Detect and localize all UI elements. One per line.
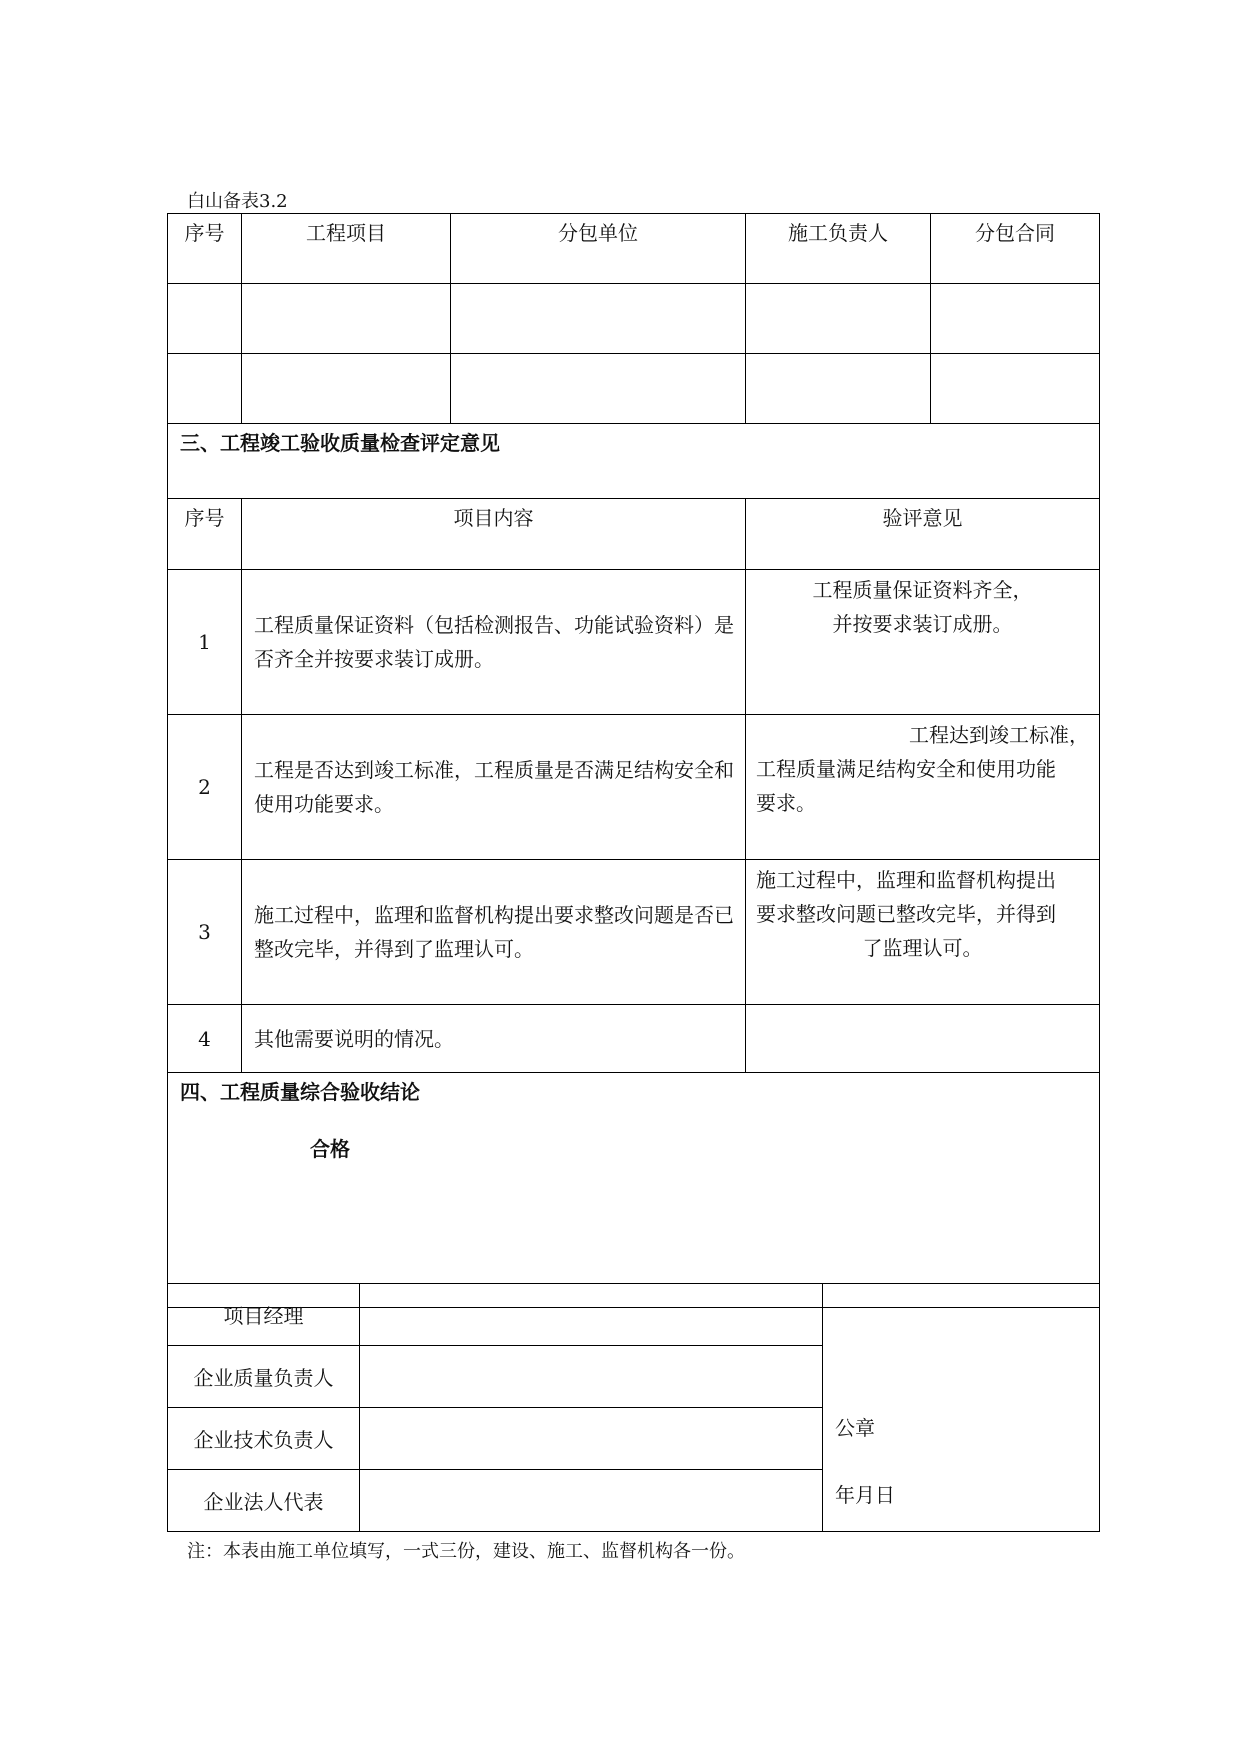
role-label: 企业质量负责人	[168, 1346, 360, 1408]
item-opinion[interactable]	[746, 860, 1100, 1005]
conclusion-value[interactable]: 合格	[310, 1137, 350, 1161]
footnote: 注：本表由施工单位填写，一式三份，建设、施工、监督机构各一份。	[187, 1541, 745, 1562]
cell-seq[interactable]	[168, 284, 242, 354]
subcontract-table	[167, 213, 1100, 424]
stamp-label: 公章	[835, 1416, 875, 1440]
signature-table	[167, 1283, 1100, 1532]
item-content: 工程质量保证资料（包括检测报告、功能试验资料）是否齐全并按要求装订成册。	[242, 570, 746, 715]
table-row	[168, 860, 1100, 1005]
signature-field[interactable]	[360, 1470, 823, 1532]
role-label: 项目经理	[168, 1284, 360, 1346]
cell-seq[interactable]	[168, 354, 242, 424]
signature-field[interactable]	[360, 1284, 823, 1346]
item-opinion[interactable]	[746, 1005, 1100, 1073]
header-project: 工程项目	[242, 214, 451, 284]
opinion-line: 要求。	[756, 791, 816, 815]
table-row	[168, 354, 1100, 424]
role-label: 企业法人代表	[168, 1470, 360, 1532]
signature-field[interactable]	[360, 1346, 823, 1408]
item-content: 施工过程中，监理和监督机构提出要求整改问题是否已整改完毕，并得到了监理认可。	[242, 860, 746, 1005]
item-number: 1	[168, 570, 242, 715]
opinion-line: 并按要求装订成册。	[832, 612, 1013, 636]
opinion-line: 工程质量保证资料齐全，	[812, 578, 1033, 602]
cell-site-manager[interactable]	[746, 354, 931, 424]
header-item-content: 项目内容	[242, 499, 746, 570]
table-row	[168, 715, 1100, 860]
opinion-line: 了监理认可。	[862, 936, 983, 960]
cell-contract[interactable]	[931, 284, 1100, 354]
signature-field[interactable]	[360, 1408, 823, 1470]
subcontract-header-row	[168, 214, 1100, 284]
header-opinion: 验评意见	[746, 499, 1100, 570]
item-number: 3	[168, 860, 242, 1005]
form-code: 白山备表3.2	[187, 191, 288, 212]
cell-subcontractor[interactable]	[451, 354, 746, 424]
section4-title: 四、工程质量综合验收结论	[180, 1080, 420, 1104]
header-subcontractor: 分包单位	[451, 214, 746, 284]
section4-row	[168, 1073, 1100, 1308]
section4-cell	[168, 1073, 1100, 1308]
table-row	[168, 1005, 1100, 1073]
date-label: 年月日	[835, 1483, 895, 1507]
inspection-table	[167, 423, 1100, 1308]
cell-project[interactable]	[242, 284, 451, 354]
cell-contract[interactable]	[931, 354, 1100, 424]
cell-project[interactable]	[242, 354, 451, 424]
table-row	[168, 570, 1100, 715]
item-number: 4	[168, 1005, 242, 1073]
opinion-line: 工程质量满足结构安全和使用功能	[756, 757, 1056, 781]
section3-title-row	[168, 424, 1100, 499]
opinion-line: 施工过程中，监理和监督机构提出	[756, 868, 1056, 892]
section3-header-row	[168, 499, 1100, 570]
section3-title: 三、工程竣工验收质量检查评定意见	[168, 424, 1100, 499]
header-seq: 序号	[168, 214, 242, 284]
table-row	[168, 284, 1100, 354]
cell-subcontractor[interactable]	[451, 284, 746, 354]
role-label: 企业技术负责人	[168, 1408, 360, 1470]
item-content: 其他需要说明的情况。	[242, 1005, 746, 1073]
header-seq: 序号	[168, 499, 242, 570]
header-contract: 分包合同	[931, 214, 1100, 284]
signature-row	[168, 1284, 1100, 1346]
item-content: 工程是否达到竣工标准，工程质量是否满足结构安全和使用功能要求。	[242, 715, 746, 860]
item-opinion[interactable]	[746, 570, 1100, 715]
opinion-line: 工程达到竣工标准，	[909, 723, 1089, 747]
cell-site-manager[interactable]	[746, 284, 931, 354]
header-site-manager: 施工负责人	[746, 214, 931, 284]
item-number: 2	[168, 715, 242, 860]
stamp-area	[823, 1284, 1100, 1532]
opinion-line: 要求整改问题已整改完毕，并得到	[756, 902, 1056, 926]
item-opinion[interactable]	[746, 715, 1100, 860]
